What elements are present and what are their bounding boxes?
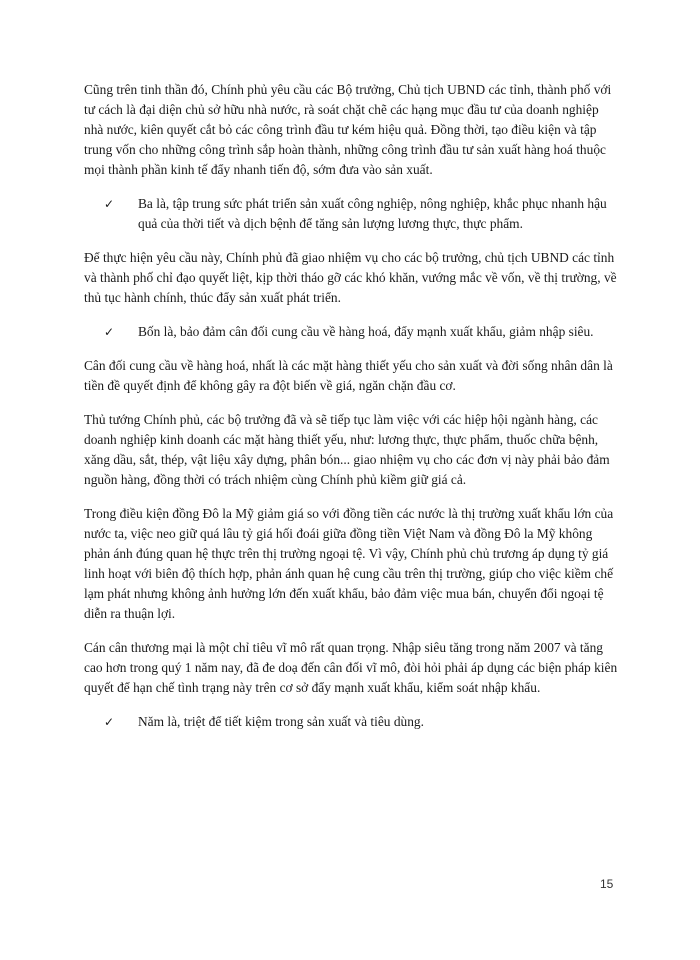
- checkmark-icon: ✓: [104, 325, 115, 339]
- checkmark-icon: ✓: [104, 197, 115, 211]
- bullet-item: [84, 322, 618, 342]
- checkmark-icon: ✓: [104, 715, 115, 729]
- bullet-text: Ba là, tập trung sức phát triển sản xuất công nghiệp, nông nghiệp, khắc phục nhanh hậu quả của thời tiết và dịch bệnh để tăng sản lượng lương thực, thực phẩm.: [138, 196, 607, 231]
- paragraph: Để thực hiện yêu cầu này, Chính phủ đã giao nhiệm vụ cho các bộ trưởng, chủ tịch UBND các tỉnh và thành phố chỉ đạo quyết liệt, kịp thời tháo gỡ các khó khăn, vướng mắc về vốn, về thị trường, về thủ tục hành chính, thúc đẩy sản xuất phát triển.: [84, 250, 617, 305]
- bullet-item: [84, 712, 618, 732]
- paragraph: Cũng trên tinh thần đó, Chính phủ yêu cầu các Bộ trưởng, Chủ tịch UBND các tỉnh, thành phố với tư cách là đại diện chủ sở hữu nhà nước, rà soát chặt chẽ các hạng mục đầu tư của doanh nghiệp nhà nước, kiên quyết cắt bỏ các công trình đầu tư kém hiệu quả. Đồng thời, tạo điều kiện và tập trung vốn cho những công trình sắp hoàn thành, những công trình đầu tư sản xuất hàng hoá thuộc mọi thành phần kinh tế đẩy nhanh tiến độ, sớm đưa vào sản xuất.: [84, 82, 612, 177]
- paragraph: Cán cân thương mại là một chỉ tiêu vĩ mô rất quan trọng. Nhập siêu tăng trong năm 2007 và tăng cao hơn trong quý 1 năm nay, đã đe doạ đến cân đối vĩ mô, đòi hỏi phải áp dụng các biện pháp kiên quyết để hạn chế tình trạng này trên cơ sở đẩy mạnh xuất khẩu, kiểm soát nhập khẩu.: [84, 640, 618, 695]
- paragraph: Trong điều kiện đồng Đô la Mỹ giảm giá so với đồng tiền các nước là thị trường xuất khẩu lớn của nước ta, việc neo giữ quá lâu tỷ giá hối đoái giữa đồng tiền Việt Nam và đồng Đô la Mỹ không phản ánh đúng quan hệ thực trên thị trường ngoại tệ. Vì vậy, Chính phủ chủ trương áp dụng tỷ giá linh hoạt với biên độ thích hợp, phản ánh quan hệ cung cầu trên thị trường, giúp cho việc kiềm chế lạm phát nhưng không ảnh hưởng lớn đến xuất khẩu, bảo đảm việc mua bán, chuyển đổi ngoại tệ diễn ra thuận lợi.: [84, 506, 614, 621]
- document-body: [84, 80, 618, 746]
- page-number: 15: [600, 877, 614, 891]
- bullet-text: Bốn là, bảo đảm cân đối cung cầu về hàng hoá, đẩy mạnh xuất khẩu, giảm nhập siêu.: [138, 324, 594, 339]
- paragraph: Cân đối cung cầu về hàng hoá, nhất là các mặt hàng thiết yếu cho sản xuất và đời sống nhân dân là tiền đề quyết định để không gây ra đột biến về giá, ngăn chặn đầu cơ.: [84, 358, 613, 393]
- bullet-item: [84, 194, 618, 234]
- paragraph: Thủ tướng Chính phủ, các bộ trưởng đã và sẽ tiếp tục làm việc với các hiệp hội ngành hàng, các doanh nghiệp kinh doanh các mặt hàng thiết yếu, như: lương thực, thực phẩm, thuốc chữa bệnh, xăng dầu, sắt, thép, vật liệu xây dựng, phân bón... giao nhiệm vụ cho các đơn vị này phải bảo đảm nguồn hàng, đồng thời có trách nhiệm cùng Chính phủ kiềm giữ giá cả.: [84, 412, 610, 487]
- bullet-text: Năm là, triệt để tiết kiệm trong sản xuất và tiêu dùng.: [138, 714, 424, 729]
